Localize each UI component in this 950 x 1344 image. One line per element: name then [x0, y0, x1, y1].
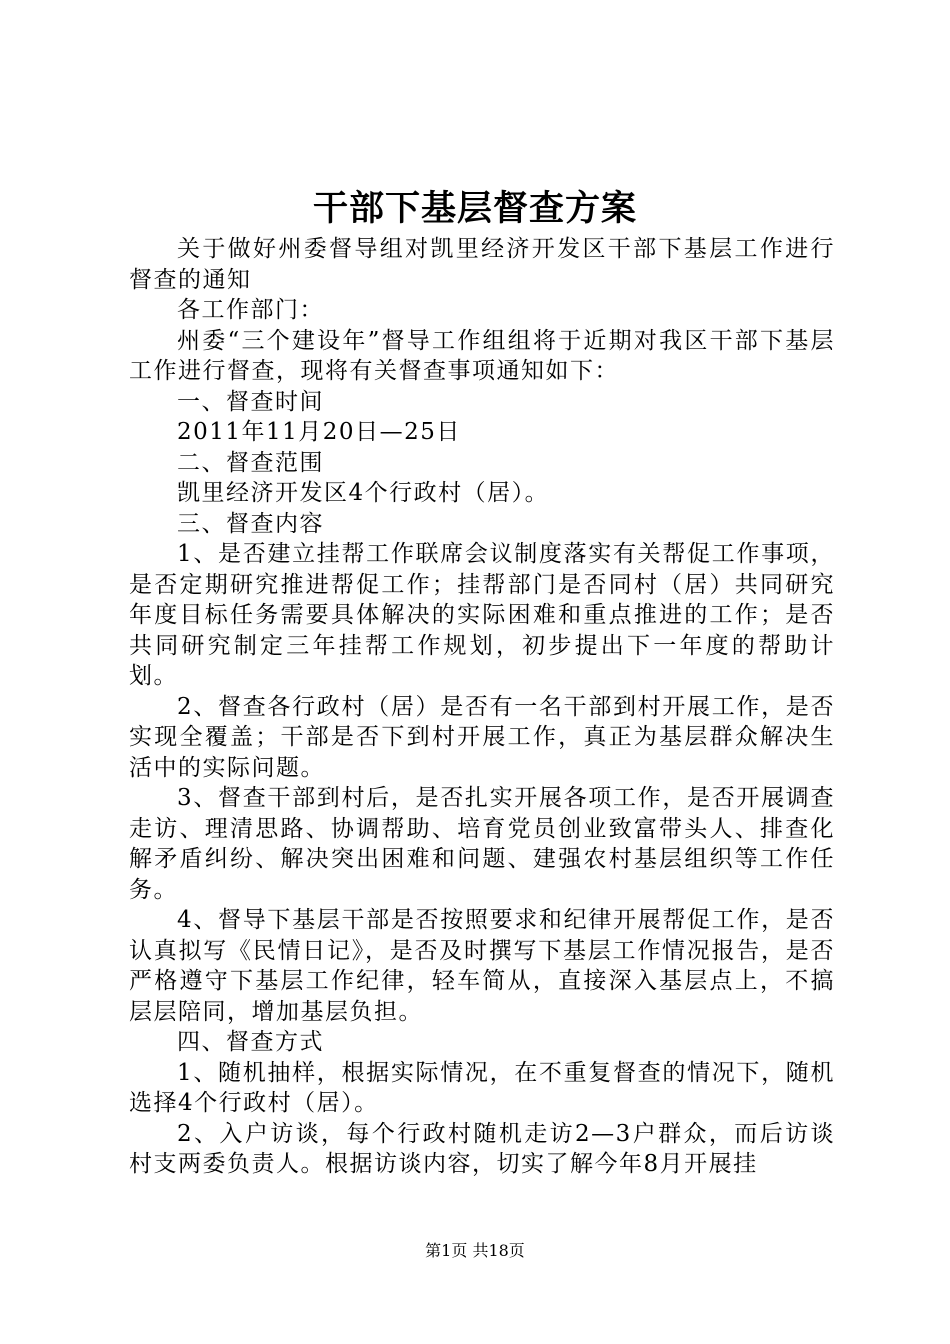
inspection-scope: 凯里经济开发区4个行政村（居）。 [177, 480, 550, 506]
content-item-2: 2、督查各行政村（居）是否有一名干部到村开展工作，是否实现全覆盖；干部是否下到村开展工作，真正为基层群众解决生活中的实际问题。 [129, 693, 835, 781]
salutation: 各工作部门： [177, 297, 324, 323]
content-item-3: 3、督查干部到村后，是否扎实开展各项工作，是否开展调查走访、理清思路、协调帮助、培育党员创业致富带头人、排查化解矛盾纠纷、解决突出困难和问题、建强农村基层组织等工作任务。 [129, 785, 835, 903]
page-title: 干部下基层督查方案 [312, 188, 637, 229]
intro-paragraph: 州委“三个建设年”督导工作组组将于近期对我区干部下基层工作进行督查，现将有关督查事项通知如下： [129, 327, 835, 384]
page-number: 第1页 共18页 [425, 1241, 525, 1260]
method-item-2: 2、入户访谈，每个行政村随机走访2—3户群众，而后访谈村支两委负责人。根据访谈内容，切实了解今年8月开展挂 [129, 1120, 835, 1177]
notice-heading: 关于做好州委督导组对凯里经济开发区干部下基层工作进行督查的通知 [129, 236, 835, 293]
section-heading-time: 一、督查时间 [177, 388, 324, 415]
method-item-1: 1、随机抽样，根据实际情况，在不重复督查的情况下，随机选择4个行政村（居）。 [129, 1059, 835, 1116]
content-item-1: 1、是否建立挂帮工作联席会议制度落实有关帮促工作事项，是否定期研究推进帮促工作；挂帮部门是否同村（居）共同研究年度目标任务需要具体解决的实际困难和重点推进的工作；是否共同研究制定三年挂帮工作规划，初步提出下一年度的帮助计划。 [129, 541, 835, 689]
section-heading-content: 三、督查内容 [177, 510, 324, 537]
inspection-date: 2011年11月20日—25日 [177, 419, 461, 445]
document-body [129, 234, 835, 1180]
section-heading-scope: 二、督查范围 [177, 449, 324, 476]
section-heading-method: 四、督查方式 [177, 1029, 324, 1055]
content-item-4: 4、督导下基层干部是否按照要求和纪律开展帮促工作，是否认真拟写《民情日记》，是否及时撰写下基层工作情况报告，是否严格遵守下基层工作纪律，轻车简从，直接深入基层点上，不搞层层陪同，增加基层负担。 [129, 907, 835, 1025]
